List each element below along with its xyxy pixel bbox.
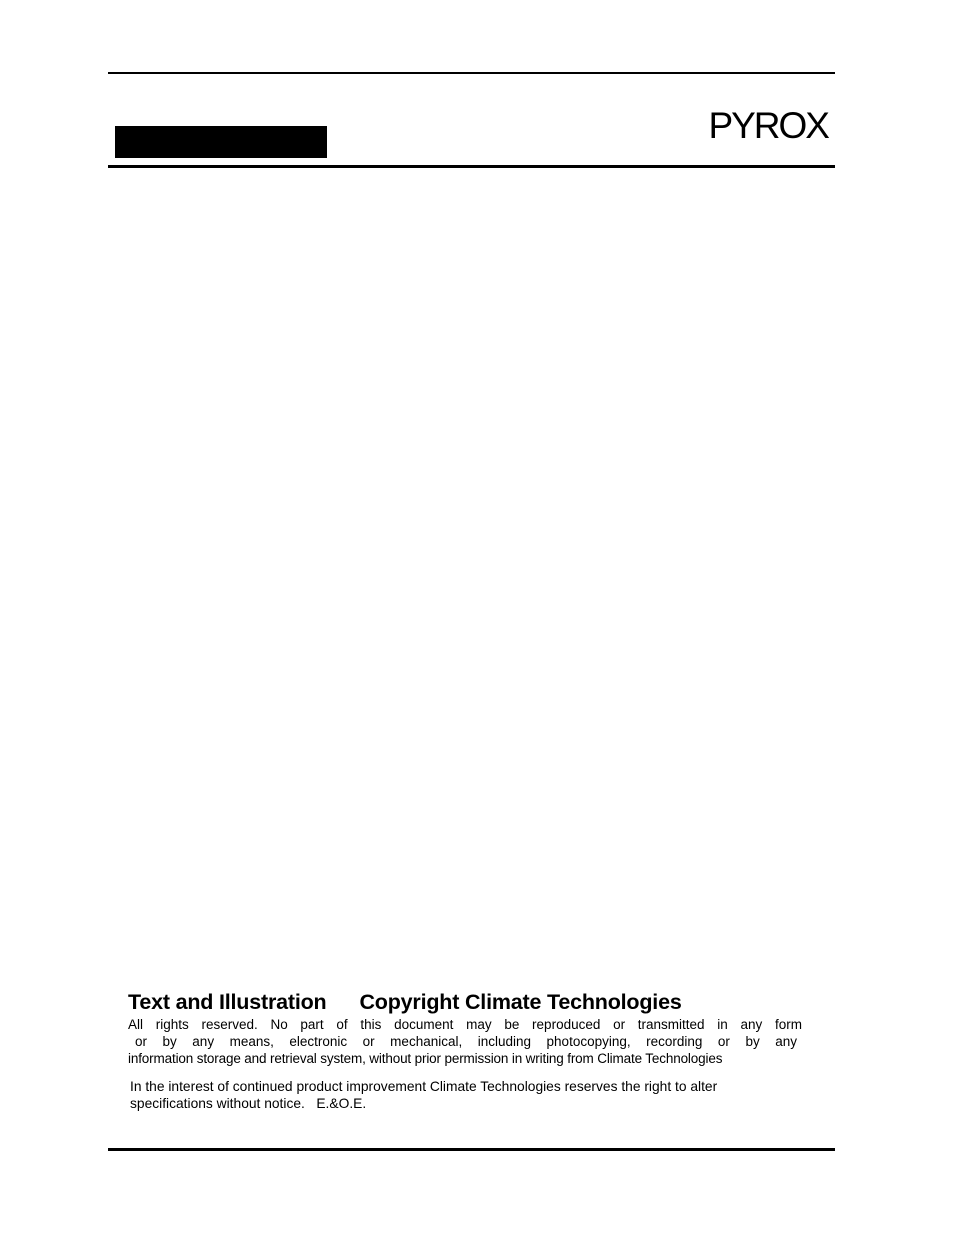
notice-paragraph [130,1078,802,1112]
rights-paragraph [128,1016,802,1067]
bottom-rule [108,1148,835,1151]
copyright-block [128,988,802,1112]
notice-line: specifications without notice. E.&O.E. [130,1096,367,1111]
header-black-bar [115,126,327,158]
brand-logo-text: PYROX [708,105,828,146]
header-rule [108,165,835,168]
heading-text-illustration: Text and Illustration [128,990,327,1014]
copyright-heading [128,988,802,1016]
top-rule [108,72,835,74]
rights-line: information storage and retrieval system, without prior permission in writing from Climate Technologies [128,1051,723,1066]
notice-line: In the interest of continued product improvement Climate Technologies reserves the right to alter [130,1079,718,1094]
rights-line: All rights reserved. No part of this document may be reproduced or transmitted in any form [128,1017,802,1032]
rights-line: or by any means, electronic or mechanical, including photocopying, recording or by any [135,1034,797,1049]
heading-copyright: Copyright Climate Technologies [359,990,682,1014]
